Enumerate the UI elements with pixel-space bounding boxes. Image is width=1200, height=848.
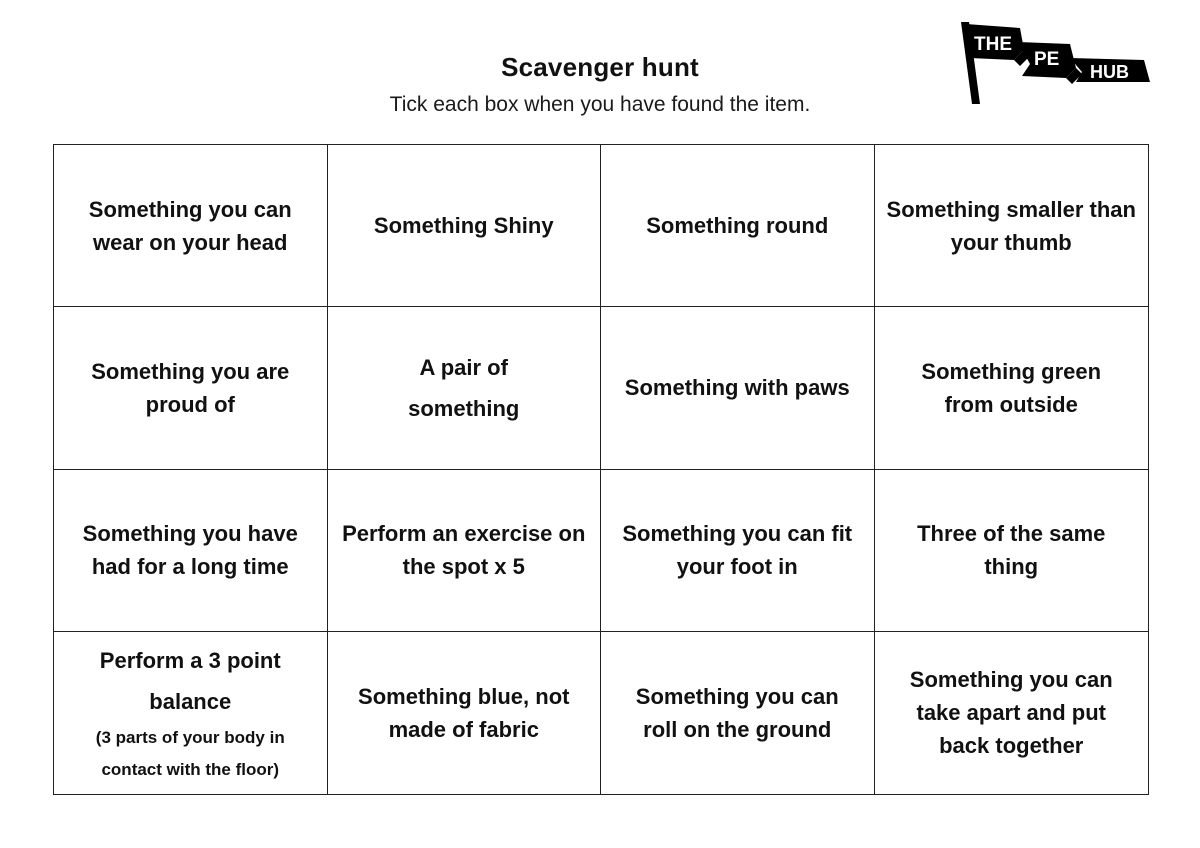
logo-word-hub: HUB: [1090, 62, 1129, 82]
hunt-item-note: (3 parts of your body in contact with the floor): [95, 727, 285, 779]
logo-word-pe: PE: [1034, 49, 1060, 70]
hunt-item-cell[interactable]: [601, 632, 875, 794]
hunt-item-cell[interactable]: [875, 632, 1149, 794]
scavenger-hunt-grid: [53, 144, 1149, 795]
hunt-item-cell[interactable]: [328, 307, 602, 469]
hunt-item-label: Something you can roll on the ground: [635, 683, 839, 742]
hunt-item-label: Something Shiny: [373, 213, 554, 239]
hunt-item-label: Something you can take apart and put back together: [909, 667, 1113, 759]
page-title: Scavenger hunt: [501, 52, 699, 82]
hunt-item-cell[interactable]: [875, 145, 1149, 307]
hunt-item-label: Something you are proud of: [91, 358, 290, 417]
hunt-item-label: Something green from outside: [921, 358, 1102, 417]
hunt-item-label: Three of the same thing: [917, 521, 1106, 580]
hunt-item-cell[interactable]: [54, 632, 328, 794]
page-subtitle: Tick each box when you have found the item.: [389, 93, 811, 116]
logo-word-the: THE: [974, 34, 1012, 55]
hunt-item-cell[interactable]: [601, 307, 875, 469]
hunt-item-label: Something smaller than your thumb: [886, 196, 1136, 255]
hunt-item-label: Something round: [646, 213, 829, 239]
hunt-item-cell[interactable]: [601, 145, 875, 307]
hunt-item-label: Something with paws: [624, 375, 850, 401]
hunt-item-cell[interactable]: [54, 307, 328, 469]
hunt-item-cell[interactable]: [875, 307, 1149, 469]
hunt-item-label: Perform an exercise on the spot x 5: [342, 521, 586, 580]
hunt-item-cell[interactable]: [875, 470, 1149, 632]
hunt-item-cell[interactable]: [328, 632, 602, 794]
hunt-item-cell[interactable]: [601, 470, 875, 632]
flag-logo-icon: [958, 20, 1153, 106]
hunt-item-label: Something you have had for a long time: [82, 521, 298, 580]
hunt-item-label: Something blue, not made of fabric: [358, 683, 570, 742]
page-header: [0, 0, 1200, 140]
pe-hub-logo: [958, 20, 1153, 106]
hunt-item-cell[interactable]: [328, 145, 602, 307]
hunt-item-cell[interactable]: [328, 470, 602, 632]
hunt-item-label: Something you can wear on your head: [88, 196, 292, 255]
hunt-item-label: Something you can fit your foot in: [622, 521, 853, 580]
hunt-item-cell[interactable]: [54, 145, 328, 307]
hunt-item-label: A pair of something: [408, 354, 520, 421]
hunt-item-label: Perform a 3 point balance: [99, 647, 281, 714]
hunt-item-cell[interactable]: [54, 470, 328, 632]
